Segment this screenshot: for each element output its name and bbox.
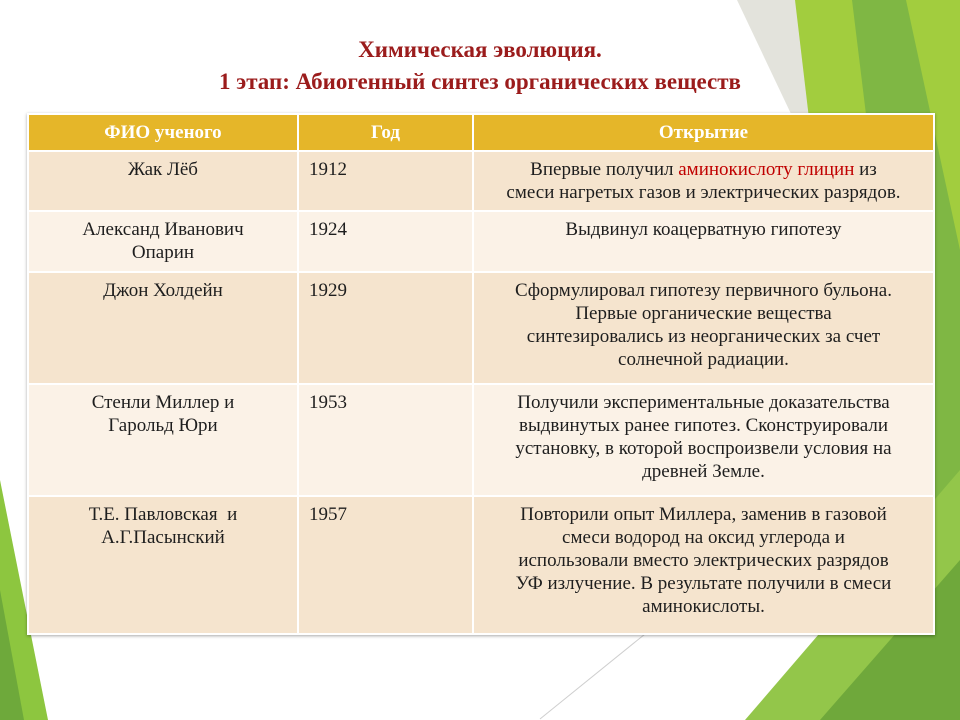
scientist-name-line: А.Г.Пасынский (101, 527, 225, 548)
discovery-line: выдвинутых ранее гипотез. Сконструировали (518, 415, 889, 436)
scientist-cell (28, 151, 298, 211)
table-row (28, 211, 934, 272)
discovery-line: смеси нагретых газов и электрических разрядов. (506, 182, 901, 203)
table-header (28, 114, 934, 151)
scientist-name-line: Гарольд Юри (108, 415, 218, 436)
decorative-line (540, 630, 650, 719)
discovery-line: установку, в которой воспроизвели условия на (515, 438, 892, 459)
scientist-name-line: Жак Лёб (128, 159, 198, 180)
header-scientist: ФИО ученого (28, 114, 298, 151)
discovery-line: аминокислоты. (642, 596, 765, 617)
scientist-name-line: Александ Иванович (82, 219, 244, 240)
discovery-line: Первые органические вещества (575, 303, 832, 324)
scientist-name-line: Джон Холдейн (103, 280, 223, 301)
title-line-1: Химическая эволюция. (358, 37, 602, 62)
table-body (28, 151, 934, 634)
year-cell: 1953 (298, 384, 473, 496)
slide-title (0, 34, 960, 98)
discovery-line (484, 158, 923, 181)
highlighted-term: аминокислоту глицин (678, 159, 855, 180)
discovery-line: Повторили опыт Миллера, заменив в газовой (520, 504, 887, 525)
header-year: Год (298, 114, 473, 151)
discovery-line: синтезировались из неорганических за счет (526, 326, 881, 347)
discovery-line: УФ излучение. В результате получили в смеси (515, 573, 892, 594)
discovery-line: солнечной радиации. (618, 349, 789, 370)
discovery-text: Впервые получил (530, 159, 679, 180)
year-cell: 1924 (298, 211, 473, 272)
year-cell: 1957 (298, 496, 473, 634)
scientist-cell (28, 211, 298, 272)
discovery-cell (473, 272, 934, 384)
discovery-line: древней Земле. (642, 461, 765, 482)
discovery-line: Получили экспериментальные доказательства (517, 392, 890, 413)
discovery-line: использовали вместо электрических разрядов (518, 550, 889, 571)
table-row (28, 151, 934, 211)
header-discovery: Открытие (473, 114, 934, 151)
year-cell: 1929 (298, 272, 473, 384)
scientist-cell (28, 496, 298, 634)
scientist-cell (28, 384, 298, 496)
title-line-2: 1 этап: Абиогенный синтез органических веществ (219, 69, 741, 94)
discovery-line: смеси водород на оксид углерода и (562, 527, 845, 548)
scientist-name-line: Опарин (131, 242, 195, 263)
discovery-text: из (854, 159, 877, 180)
discovery-cell (473, 211, 934, 272)
scientist-name-line: Стенли Миллер и (91, 392, 235, 413)
table-row (28, 496, 934, 634)
table-row (28, 272, 934, 384)
discovery-cell (473, 384, 934, 496)
discovery-cell (473, 496, 934, 634)
scientists-table (27, 113, 935, 635)
header-row (28, 114, 934, 151)
scientist-name-line: Т.Е. Павловская и (88, 504, 238, 525)
scientist-cell (28, 272, 298, 384)
discovery-line: Сформулировал гипотезу первичного бульона. (515, 280, 892, 301)
discovery-line: Выдвинул коацерватную гипотезу (565, 219, 842, 240)
discovery-cell (473, 151, 934, 211)
year-cell: 1912 (298, 151, 473, 211)
table-row (28, 384, 934, 496)
